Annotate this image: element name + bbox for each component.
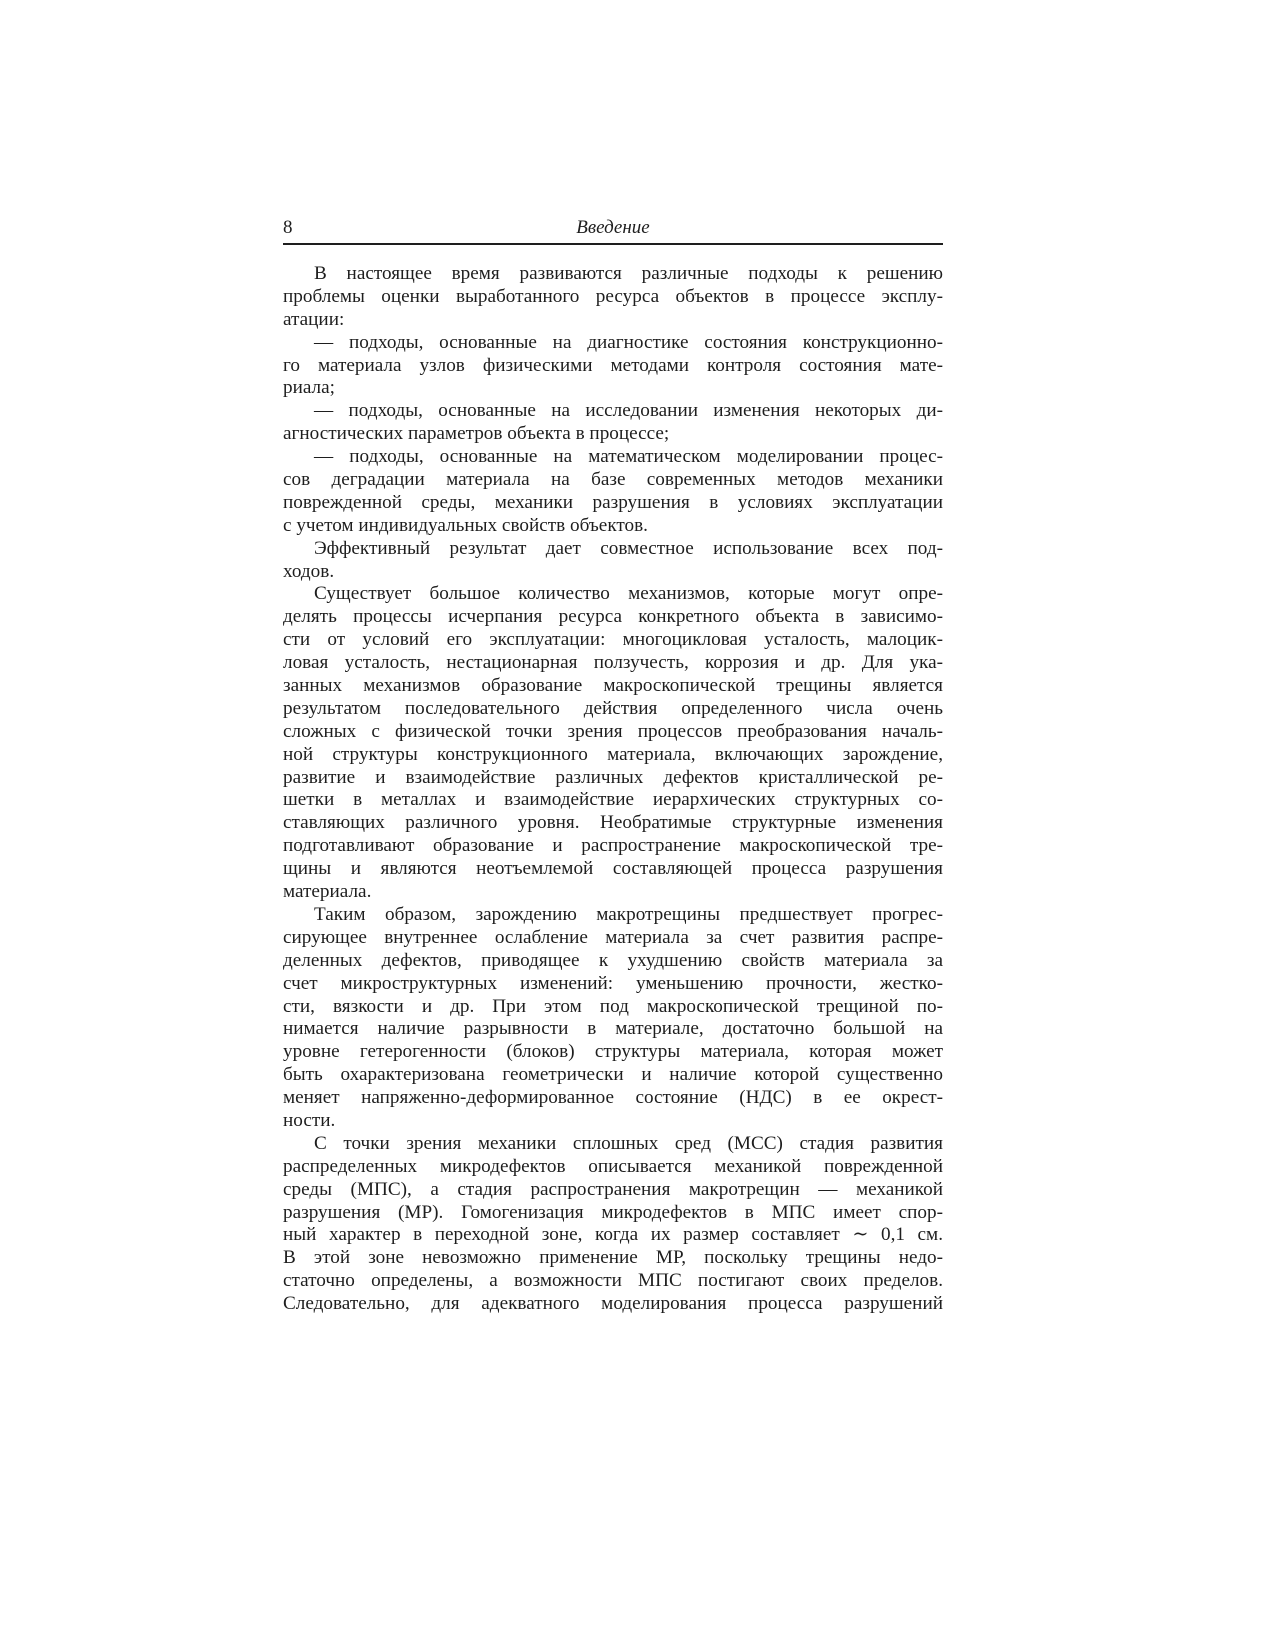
text-line: статочно определены, а возможности МПС постигают своих пределов. bbox=[283, 1270, 943, 1292]
text-line: — подходы, основанные на математическом моделировании процес- bbox=[314, 446, 943, 468]
text-line: среды (МПС), а стадия распространения макротрещин — механикой bbox=[283, 1178, 943, 1200]
text-line: С точки зрения механики сплошных сред (МСС) стадия развития bbox=[314, 1132, 943, 1154]
text-line: сти, вязкости и др. При этом под макроскопической трещиной по- bbox=[283, 995, 943, 1017]
text-line: результатом последовательного действия определенного числа очень bbox=[283, 697, 943, 719]
text-line: шетки в металлах и взаимодействие иерархических структурных со- bbox=[283, 789, 943, 811]
text-line: ходов. bbox=[283, 560, 335, 582]
running-header bbox=[283, 217, 943, 245]
text-line: сти от условий его эксплуатации: многоцикловая усталость, малоцик- bbox=[283, 629, 943, 651]
text-line: Следовательно, для адекватного моделирования процесса разрушений bbox=[283, 1293, 943, 1315]
text-line: атации: bbox=[283, 308, 345, 330]
text-line: Таким образом, зарождению макротрещины предшествует прогрес- bbox=[314, 903, 943, 925]
text-line: Существует большое количество механизмов, которые могут опре- bbox=[314, 583, 943, 605]
text-line: счет микроструктурных изменений: уменьшению прочности, жестко- bbox=[283, 972, 943, 994]
text-line: агностических параметров объекта в процессе; bbox=[283, 423, 670, 445]
body-text bbox=[283, 263, 943, 1316]
page-number: 8 bbox=[283, 217, 293, 238]
text-line: делять процессы исчерпания ресурса конкретного объекта в зависимо- bbox=[283, 606, 943, 628]
text-line: быть охарактеризована геометрически и наличие которой существенно bbox=[283, 1064, 943, 1086]
text-line: уровне гетерогенности (блоков) структуры материала, которая может bbox=[283, 1041, 943, 1063]
text-line: разрушения (МР). Гомогенизация микродефектов в МПС имеет спор- bbox=[283, 1201, 943, 1223]
running-title: Введение bbox=[576, 217, 650, 238]
text-line: подготавливают образование и распространение макроскопической тре- bbox=[283, 835, 943, 857]
text-line: сложных с физической точки зрения процессов преобразования началь- bbox=[283, 720, 943, 742]
text-line: проблемы оценки выработанного ресурса объектов в процессе эксплу- bbox=[283, 285, 943, 307]
text-line: ности. bbox=[283, 1109, 336, 1131]
text-line: риала; bbox=[283, 377, 335, 399]
text-line: В настоящее время развиваются различные подходы к решению bbox=[314, 263, 943, 284]
text-line: — подходы, основанные на диагностике состояния конструкционно- bbox=[314, 331, 943, 353]
text-line: нимается наличие разрывности в материале, достаточно большой на bbox=[283, 1018, 943, 1040]
text-line: с учетом индивидуальных свойств объектов. bbox=[283, 514, 648, 536]
text-line: ный характер в переходной зоне, когда их размер составляет ∼ 0,1 см. bbox=[283, 1224, 943, 1246]
text-line: ставляющих различного уровня. Необратимые структурные изменения bbox=[283, 812, 943, 834]
text-line: развитие и взаимодействие различных дефектов кристаллической ре- bbox=[283, 766, 943, 788]
text-line: ловая усталость, нестационарная ползучесть, коррозия и др. Для ука- bbox=[283, 652, 943, 674]
text-line: — подходы, основанные на исследовании изменения некоторых ди- bbox=[314, 400, 943, 422]
text-line: ной структуры конструкционного материала, включающих зарождение, bbox=[283, 743, 943, 765]
text-line: поврежденной среды, механики разрушения в условиях эксплуатации bbox=[283, 491, 943, 513]
text-line: деленных дефектов, приводящее к ухудшению свойств материала за bbox=[283, 949, 943, 971]
text-line: распределенных микродефектов описывается механикой поврежденной bbox=[283, 1155, 943, 1177]
text-line: занных механизмов образование макроскопической трещины является bbox=[283, 675, 943, 697]
text-line: сов деградации материала на базе современных методов механики bbox=[283, 469, 943, 491]
text-line: Эффективный результат дает совместное использование всех под- bbox=[314, 537, 943, 559]
text-line: сирующее внутреннее ослабление материала за счет развития распре- bbox=[283, 926, 943, 948]
text-line: го материала узлов физическими методами контроля состояния мате- bbox=[283, 354, 943, 376]
text-line: В этой зоне невозможно применение МР, поскольку трещины недо- bbox=[283, 1247, 943, 1269]
text-line: щины и являются неотъемлемой составляющей процесса разрушения bbox=[283, 858, 943, 880]
text-line: меняет напряженно-деформированное состояние (НДС) в ее окрест- bbox=[283, 1087, 943, 1109]
text-line: материала. bbox=[283, 881, 372, 903]
